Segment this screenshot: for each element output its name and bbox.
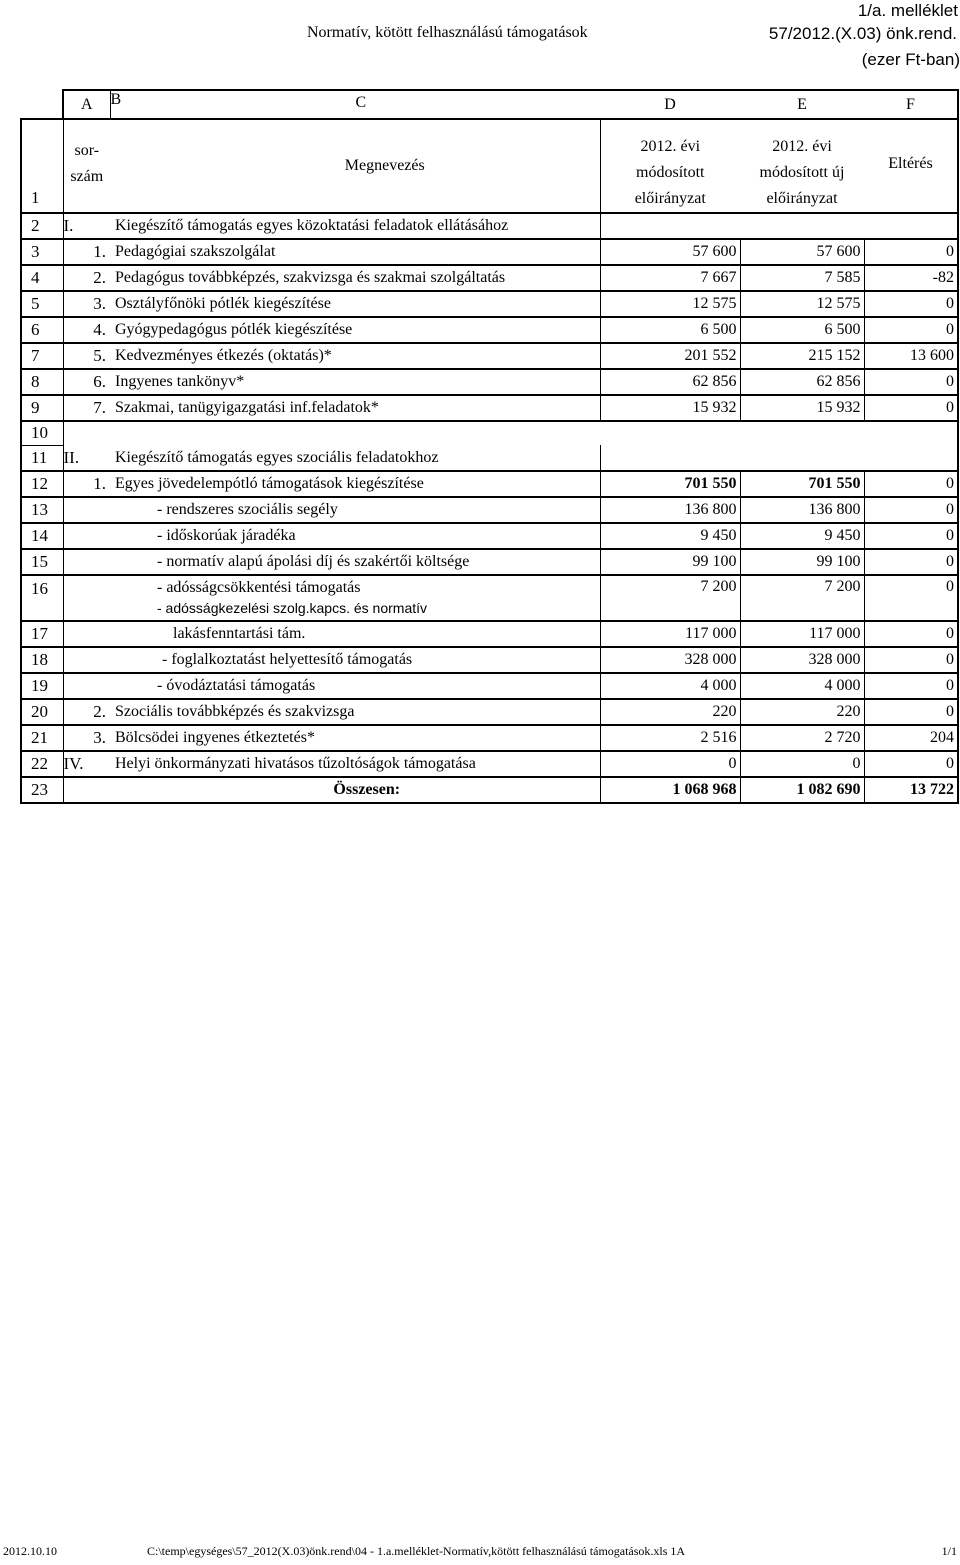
row-number: 21 xyxy=(21,725,63,751)
sor-label: sor- xyxy=(74,142,100,159)
item-name: - normatív alapú ápolási díj és szakértői költsége xyxy=(110,549,600,575)
value-e: 117 000 xyxy=(740,621,864,647)
item-name: Gyógypedagógus pótlék kiegészítése xyxy=(110,317,600,343)
sorszam: 5. xyxy=(63,343,110,369)
table-row xyxy=(21,369,958,395)
item-name: - adósságcsökkentési támogatás xyxy=(157,579,361,596)
d-header-line3: előirányzat xyxy=(634,190,706,207)
value-f: 0 xyxy=(864,647,958,673)
table-row xyxy=(21,751,958,777)
value-e: 328 000 xyxy=(740,647,864,673)
column-letters-row xyxy=(21,90,958,119)
value-f: 0 xyxy=(864,369,958,395)
total-row xyxy=(21,777,958,803)
sorszam: 7. xyxy=(63,395,110,421)
col-letter-f: F xyxy=(864,90,958,119)
table-row xyxy=(21,673,958,699)
row-number: 6 xyxy=(21,317,63,343)
item-name: Pedagógiai szakszolgálat xyxy=(110,239,600,265)
col-letter-d: D xyxy=(600,90,740,119)
value-d: 136 800 xyxy=(600,497,740,523)
row-number: 20 xyxy=(21,699,63,725)
value-e: 6 500 xyxy=(740,317,864,343)
value-e: 7 585 xyxy=(740,265,864,291)
row-number: 14 xyxy=(21,523,63,549)
value-e: 62 856 xyxy=(740,369,864,395)
value-d: 328 000 xyxy=(600,647,740,673)
value-d: 2 516 xyxy=(600,725,740,751)
sorszam: II. xyxy=(63,445,110,471)
value-d: 0 xyxy=(600,751,740,777)
value-f: 0 xyxy=(864,621,958,647)
row-number: 16 xyxy=(21,575,63,621)
col-letter-b: B xyxy=(110,91,122,108)
row-number: 17 xyxy=(21,621,63,647)
value-d: 220 xyxy=(600,699,740,725)
item-name: - óvodáztatási támogatás xyxy=(110,673,600,699)
sorszam: 1. xyxy=(63,471,110,497)
item-name: Bölcsödei ingyenes étkeztetés* xyxy=(110,725,600,751)
row-number: 1 xyxy=(21,119,63,213)
value-f: 0 xyxy=(864,549,958,575)
value-f: 0 xyxy=(864,751,958,777)
table-row xyxy=(21,575,958,621)
row-number: 3 xyxy=(21,239,63,265)
item-name: - időskorúak járadéka xyxy=(110,523,600,549)
item-name: Helyi önkormányzati hivatásos tűzoltóságok támogatása xyxy=(110,751,600,777)
d-header-line2: módosított xyxy=(636,164,705,181)
table-row xyxy=(21,239,958,265)
row-number: 5 xyxy=(21,291,63,317)
sorszam: 3. xyxy=(63,291,110,317)
header-row xyxy=(21,119,958,213)
value-f: 0 xyxy=(864,523,958,549)
row-number: 12 xyxy=(21,471,63,497)
value-d: 201 552 xyxy=(600,343,740,369)
regulation-label: 57/2012.(X.03) önk.rend. xyxy=(768,24,957,43)
value-d: 7 200 xyxy=(600,575,740,621)
row-number: 2 xyxy=(21,213,63,239)
col-letter-a: A xyxy=(63,90,110,119)
table-row xyxy=(21,395,958,421)
megnevezes-header: Megnevezés xyxy=(110,119,600,213)
value-d: 701 550 xyxy=(600,471,740,497)
row-number: 10 xyxy=(21,421,63,445)
value-e: 15 932 xyxy=(740,395,864,421)
row-number: 22 xyxy=(21,751,63,777)
value-e: 7 200 xyxy=(740,575,864,621)
value-d: 62 856 xyxy=(600,369,740,395)
value-d: 9 450 xyxy=(600,523,740,549)
szam-label: szám xyxy=(70,168,104,185)
value-f: 0 xyxy=(864,317,958,343)
value-e: 215 152 xyxy=(740,343,864,369)
value-d: 57 600 xyxy=(600,239,740,265)
value-e: 220 xyxy=(740,699,864,725)
total-d: 1 068 968 xyxy=(600,777,740,803)
table-row xyxy=(21,699,958,725)
value-e: 701 550 xyxy=(740,471,864,497)
item-name-continued: - adósságkezelési szolg.kapcs. és normatív xyxy=(157,600,428,616)
unit-label: (ezer Ft-ban) xyxy=(861,50,960,69)
table-row xyxy=(21,725,958,751)
row-number: 8 xyxy=(21,369,63,395)
table-row xyxy=(21,523,958,549)
table-row xyxy=(21,549,958,575)
e-header-line1: 2012. évi xyxy=(772,138,832,155)
footer-path: C:\temp\egységes\57_2012(X.03)önk.rend\04 - 1.a.melléklet-Normatív,kötött felhasználású támogatások.xls 1A xyxy=(147,1544,686,1558)
e-header-line2: módosított új xyxy=(759,164,845,181)
value-d: 12 575 xyxy=(600,291,740,317)
value-f: 0 xyxy=(864,471,958,497)
sorszam: 6. xyxy=(63,369,110,395)
item-name: lakásfenntartási tám. xyxy=(110,621,600,647)
item-name: Ingyenes tankönyv* xyxy=(110,369,600,395)
col-letter-e: E xyxy=(740,90,864,119)
elteres-header: Eltérés xyxy=(864,119,958,213)
value-e: 12 575 xyxy=(740,291,864,317)
item-name: Osztályfőnöki pótlék kiegészítése xyxy=(110,291,600,317)
table-row xyxy=(21,213,958,239)
table-row xyxy=(21,497,958,523)
value-f: 0 xyxy=(864,699,958,725)
row-number: 9 xyxy=(21,395,63,421)
row-number: 18 xyxy=(21,647,63,673)
sorszam: I. xyxy=(63,213,110,239)
item-name: Szociális továbbképzés és szakvizsga xyxy=(110,699,600,725)
col-letter-c: C xyxy=(355,94,367,111)
value-f: 0 xyxy=(864,239,958,265)
value-e: 99 100 xyxy=(740,549,864,575)
table-row xyxy=(21,621,958,647)
value-f: 0 xyxy=(864,575,958,621)
table-row xyxy=(21,647,958,673)
value-f: 0 xyxy=(864,395,958,421)
item-name: Pedagógus továbbképzés, szakvizsga és szakmai szolgáltatás xyxy=(110,265,600,291)
sorszam: 2. xyxy=(63,265,110,291)
value-d: 15 932 xyxy=(600,395,740,421)
row-number: 11 xyxy=(21,445,63,471)
item-name: Kiegészítő támogatás egyes közoktatási feladatok ellátásához xyxy=(110,213,600,239)
annex-label: 1/a. melléklet xyxy=(857,1,958,20)
item-name: - foglalkoztatást helyettesítő támogatás xyxy=(110,647,600,673)
item-name: Szakmai, tanügyigazgatási inf.feladatok* xyxy=(110,395,600,421)
row-number: 19 xyxy=(21,673,63,699)
value-e: 2 720 xyxy=(740,725,864,751)
budget-table xyxy=(20,89,959,804)
sorszam: 4. xyxy=(63,317,110,343)
row-number: 4 xyxy=(21,265,63,291)
total-e: 1 082 690 xyxy=(740,777,864,803)
item-name: Egyes jövedelempótló támogatások kiegészítése xyxy=(110,471,600,497)
row-number: 23 xyxy=(21,777,63,803)
sorszam: 1. xyxy=(63,239,110,265)
footer-page: 1/1 xyxy=(941,1544,957,1558)
table-row xyxy=(21,265,958,291)
value-f: 0 xyxy=(864,673,958,699)
value-d: 99 100 xyxy=(600,549,740,575)
d-header-line1: 2012. évi xyxy=(640,138,701,155)
value-d: 7 667 xyxy=(600,265,740,291)
value-f: -82 xyxy=(864,265,958,291)
table-row xyxy=(21,471,958,497)
sorszam: IV. xyxy=(63,751,110,777)
value-e: 57 600 xyxy=(740,239,864,265)
item-name: Kedvezményes étkezés (oktatás)* xyxy=(110,343,600,369)
row-number: 7 xyxy=(21,343,63,369)
value-e: 9 450 xyxy=(740,523,864,549)
total-f: 13 722 xyxy=(864,777,958,803)
total-label: Összesen: xyxy=(110,777,600,803)
e-header-line3: előirányzat xyxy=(766,190,838,207)
value-d: 6 500 xyxy=(600,317,740,343)
sorszam: 2. xyxy=(63,699,110,725)
table-row xyxy=(21,291,958,317)
value-e: 136 800 xyxy=(740,497,864,523)
value-e: 4 000 xyxy=(740,673,864,699)
value-e: 0 xyxy=(740,751,864,777)
row-number: 15 xyxy=(21,549,63,575)
value-f: 204 xyxy=(864,725,958,751)
value-f: 13 600 xyxy=(864,343,958,369)
table-row xyxy=(21,445,958,471)
item-name: - rendszeres szociális segély xyxy=(110,497,600,523)
value-f: 0 xyxy=(864,291,958,317)
table-row xyxy=(21,317,958,343)
value-f: 0 xyxy=(864,497,958,523)
page-title: Normatív, kötött felhasználású támogatások xyxy=(307,24,588,41)
item-name: Kiegészítő támogatás egyes szociális feladatokhoz xyxy=(110,445,600,471)
footer-date: 2012.10.10 xyxy=(3,1544,57,1558)
value-d: 4 000 xyxy=(600,673,740,699)
sorszam: 3. xyxy=(63,725,110,751)
row-number: 13 xyxy=(21,497,63,523)
value-d: 117 000 xyxy=(600,621,740,647)
table-row xyxy=(21,421,958,445)
table-row xyxy=(21,343,958,369)
